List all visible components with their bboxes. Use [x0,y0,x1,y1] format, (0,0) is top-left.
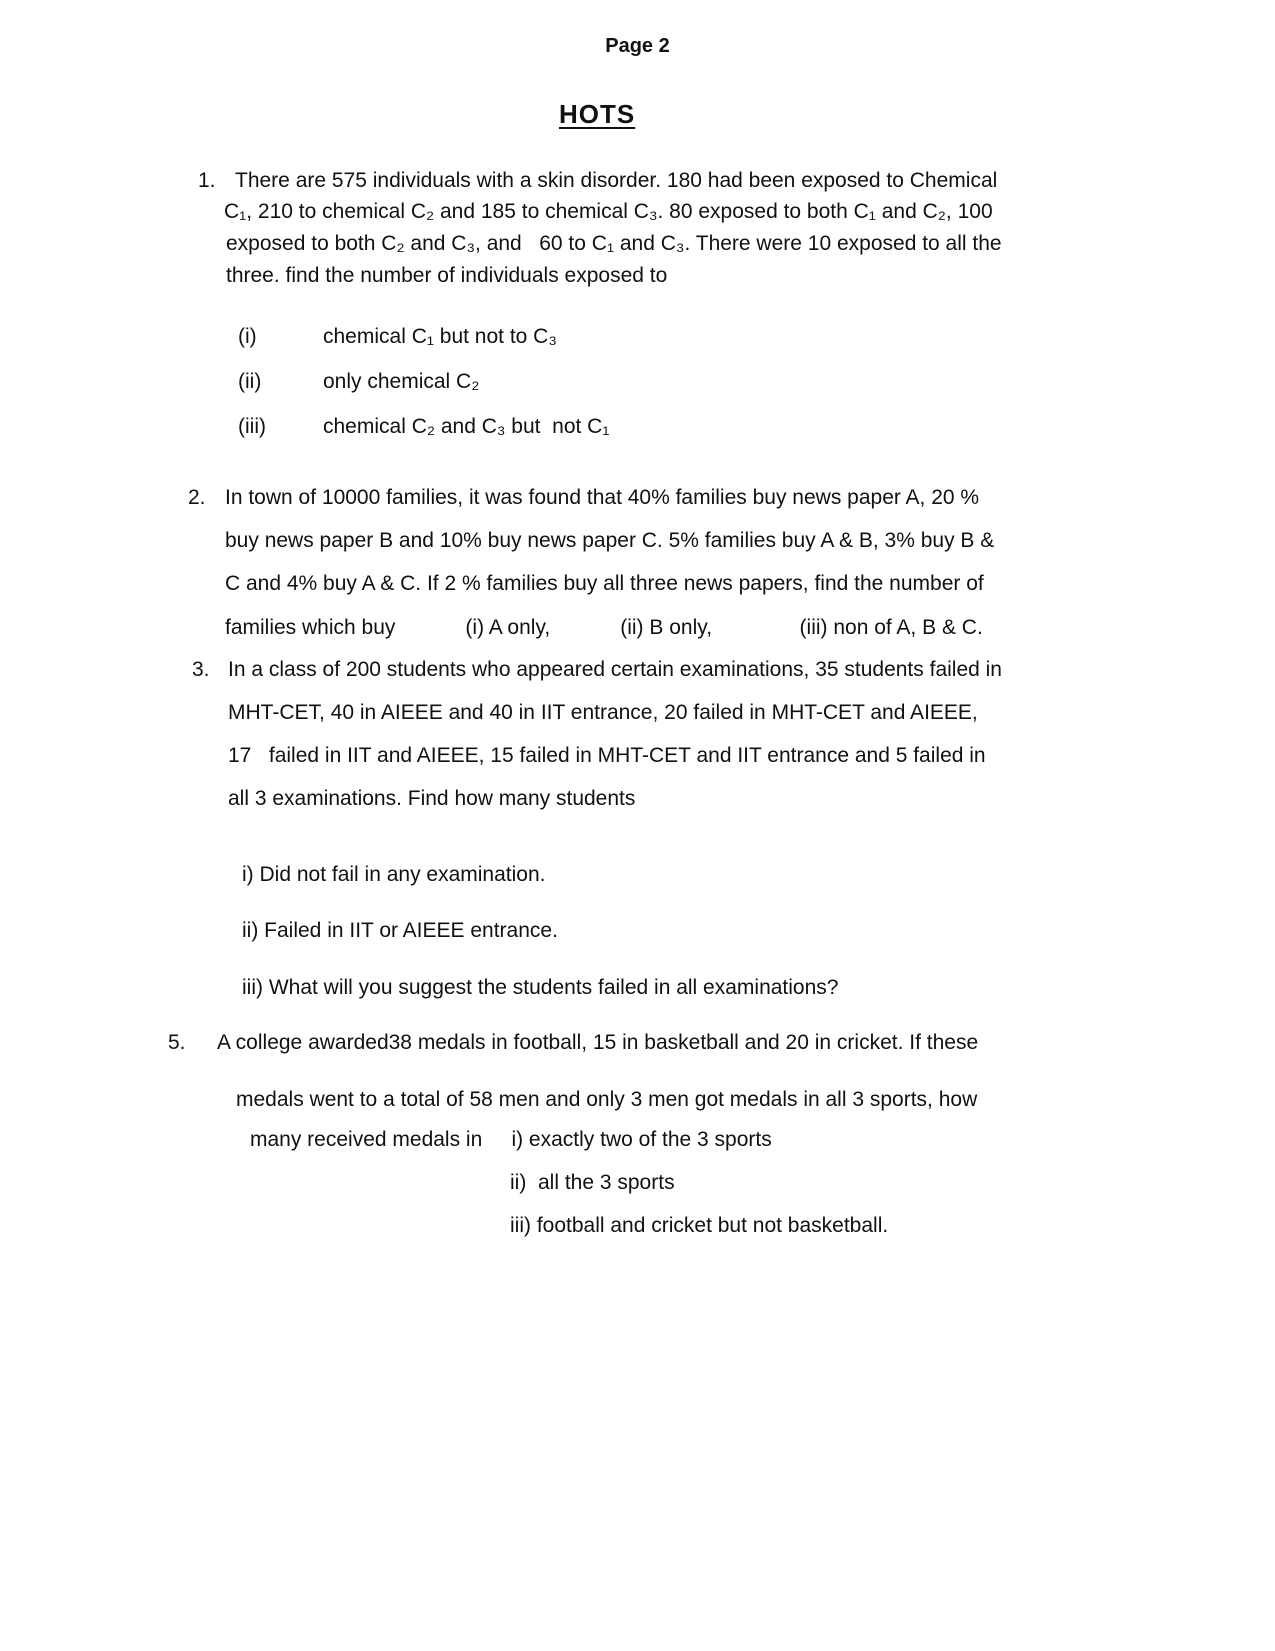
question-5-item: iii) football and cricket but not basketball. [510,1214,889,1237]
question-3-line: all 3 examinations. Find how many students [228,787,636,810]
question-1-item-label: (i) [238,325,257,348]
question-2-line: families which buy (i) A only, (ii) B only, (iii) non of A, B & C. [225,616,983,639]
question-3-item: iii) What will you suggest the students failed in all examinations? [242,976,839,999]
question-1-line: exposed to both C₂ and C₃, and 60 to C₁ and C₃. There were 10 exposed to all the [226,232,1002,255]
page-title: HOTS [559,99,636,129]
question-3-item: i) Did not fail in any examination. [242,863,546,886]
question-5-line: many received medals in i) exactly two of the 3 sports [250,1128,772,1151]
question-1-item-label: (iii) [238,415,266,438]
question-2-line: In town of 10000 families, it was found that 40% families buy news paper A, 20 % [225,486,980,509]
page-number: Page 2 [605,35,670,57]
question-2-line: C and 4% buy A & C. If 2 % families buy all three news papers, find the number of [225,572,984,595]
question-5-item: ii) all the 3 sports [510,1171,675,1194]
question-3-line: In a class of 200 students who appeared certain examinations, 35 students failed in [228,658,1002,681]
question-5-line: medals went to a total of 58 men and only 3 men got medals in all 3 sports, how [236,1088,978,1111]
question-3-item: ii) Failed in IIT or AIEEE entrance. [242,919,558,942]
question-2-number: 2. [188,486,206,509]
question-1-item-text: chemical C₁ but not to C₃ [323,325,557,348]
question-1-item-label: (ii) [238,370,262,393]
question-3-line: MHT-CET, 40 in AIEEE and 40 in IIT entrance, 20 failed in MHT-CET and AIEEE, [228,701,978,724]
question-3-line: 17 failed in IIT and AIEEE, 15 failed in MHT-CET and IIT entrance and 5 failed in [228,744,986,767]
question-1-line: three. find the number of individuals exposed to [226,264,668,287]
question-3-number: 3. [192,658,210,681]
question-5-number: 5. [168,1031,186,1054]
question-1-item-text: chemical C₂ and C₃ but not C₁ [323,415,610,438]
question-2-line: buy news paper B and 10% buy news paper C. 5% families buy A & B, 3% buy B & [225,529,995,552]
question-1-line: There are 575 individuals with a skin disorder. 180 had been exposed to Chemical [235,169,998,192]
question-5-line: A college awarded38 medals in football, 15 in basketball and 20 in cricket. If these [217,1031,979,1054]
question-1-line: C₁, 210 to chemical C₂ and 185 to chemical C₃. 80 exposed to both C₁ and C₂, 100 [224,200,993,223]
question-1-item-text: only chemical C₂ [323,370,480,393]
question-1-number: 1. [198,169,216,192]
